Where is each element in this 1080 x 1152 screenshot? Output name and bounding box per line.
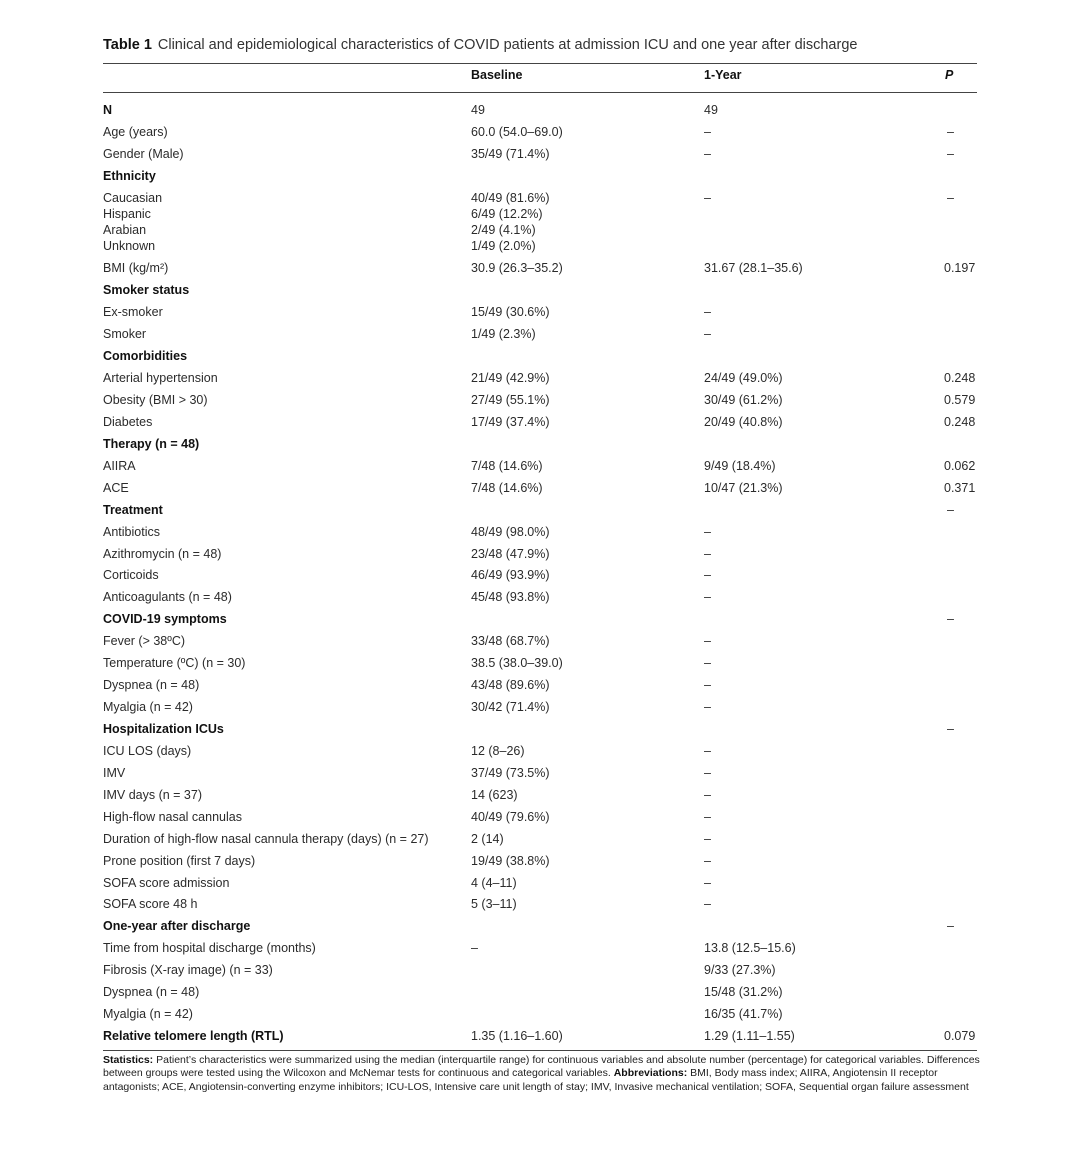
- baseline-value: 2/49 (4.1%): [471, 223, 536, 237]
- column-header-p: P: [945, 68, 954, 82]
- row-label: Corticoids: [103, 568, 159, 582]
- row-label: Ethnicity: [103, 169, 156, 183]
- row-label: Duration of high-flow nasal cannula therapy (days) (n = 27): [103, 832, 429, 846]
- one-year-value: 49: [704, 103, 718, 117]
- row-label: N: [103, 103, 113, 117]
- column-header-baseline: Baseline: [471, 68, 523, 82]
- one-year-value: –: [704, 700, 711, 714]
- baseline-value: 48/49 (98.0%): [471, 525, 550, 539]
- one-year-value: 20/49 (40.8%): [704, 415, 783, 429]
- row-label: Dyspnea (n = 48): [103, 985, 200, 999]
- one-year-value: –: [704, 191, 711, 205]
- one-year-value: –: [704, 897, 711, 911]
- one-year-value: 31.67 (28.1–35.6): [704, 261, 803, 275]
- baseline-value: 60.0 (54.0–69.0): [471, 125, 563, 139]
- baseline-value: 12 (8–26): [471, 744, 525, 758]
- row-label: Temperature (ºC) (n = 30): [103, 656, 246, 670]
- row-label: Myalgia (n = 42): [103, 1007, 193, 1021]
- baseline-value: 43/48 (89.6%): [471, 678, 550, 692]
- row-label: AIIRA: [103, 459, 136, 473]
- baseline-value: 19/49 (38.8%): [471, 854, 550, 868]
- baseline-value: 33/48 (68.7%): [471, 634, 550, 648]
- baseline-value: 37/49 (73.5%): [471, 766, 550, 780]
- baseline-value: 27/49 (55.1%): [471, 393, 550, 407]
- p-value: –: [947, 191, 954, 205]
- one-year-value: –: [704, 125, 711, 139]
- baseline-value: 2 (14): [471, 832, 504, 846]
- baseline-value: 38.5 (38.0–39.0): [471, 656, 563, 670]
- baseline-value: 4 (4–11): [471, 876, 517, 890]
- baseline-value: 6/49 (12.2%): [471, 207, 543, 221]
- row-label: Time from hospital discharge (months): [103, 941, 316, 955]
- footnote-statistics-label: Statistics:: [103, 1054, 154, 1066]
- baseline-value: –: [471, 941, 478, 955]
- row-label: Ex-smoker: [103, 305, 163, 319]
- one-year-value: 1.29 (1.11–1.55): [704, 1029, 795, 1043]
- one-year-value: –: [704, 854, 711, 868]
- row-label: Smoker status: [103, 283, 190, 297]
- one-year-value: –: [704, 590, 711, 604]
- baseline-value: 30/42 (71.4%): [471, 700, 550, 714]
- one-year-value: –: [704, 832, 711, 846]
- row-label: Comorbidities: [103, 349, 188, 363]
- row-label: Smoker: [103, 327, 147, 341]
- p-value: 0.248: [944, 371, 976, 385]
- one-year-value: 10/47 (21.3%): [704, 481, 783, 495]
- row-label: Anticoagulants (n = 48): [103, 590, 232, 604]
- p-value: –: [947, 919, 954, 933]
- row-label: SOFA score 48 h: [103, 897, 198, 911]
- one-year-value: –: [704, 744, 711, 758]
- row-label: High-flow nasal cannulas: [103, 810, 242, 824]
- one-year-value: 16/35 (41.7%): [704, 1007, 783, 1021]
- row-label: Caucasian: [103, 191, 163, 205]
- row-label: Relative telomere length (RTL): [103, 1029, 284, 1043]
- table-footnote: [103, 1054, 983, 1094]
- row-label: Hospitalization ICUs: [103, 722, 224, 736]
- table-bottom-rule: [103, 1050, 977, 1051]
- one-year-value: –: [704, 568, 711, 582]
- row-label: ICU LOS (days): [103, 744, 192, 758]
- baseline-value: 1.35 (1.16–1.60): [471, 1029, 563, 1043]
- p-value: 0.062: [944, 459, 976, 473]
- row-label: Treatment: [103, 503, 163, 517]
- footnote-statistics-text: Patient’s characteristics were summarized using the median (interquartile range) for continuous variables and absolute number (percentage) for categorical variables. Differences between groups were tested using the Wilcoxon and McNemar tests for continuous and categorical variables.: [103, 1054, 980, 1080]
- p-value: –: [947, 125, 954, 139]
- baseline-value: 46/49 (93.9%): [471, 568, 550, 582]
- baseline-value: 1/49 (2.3%): [471, 327, 536, 341]
- row-label: ACE: [103, 481, 129, 495]
- baseline-value: 30.9 (26.3–35.2): [471, 261, 563, 275]
- baseline-value: 49: [471, 103, 485, 117]
- baseline-value: 7/48 (14.6%): [471, 459, 543, 473]
- one-year-value: 13.8 (12.5–15.6): [704, 941, 796, 955]
- baseline-value: 21/49 (42.9%): [471, 371, 550, 385]
- row-label: Arterial hypertension: [103, 371, 218, 385]
- p-value: 0.079: [944, 1029, 976, 1043]
- baseline-value: 7/48 (14.6%): [471, 481, 543, 495]
- p-value: 0.248: [944, 415, 976, 429]
- baseline-value: 17/49 (37.4%): [471, 415, 550, 429]
- row-label: Dyspnea (n = 48): [103, 678, 200, 692]
- footnote-abbreviations-label: Abbreviations:: [613, 1067, 688, 1080]
- one-year-value: –: [704, 678, 711, 692]
- row-label: Antibiotics: [103, 525, 160, 539]
- one-year-value: –: [704, 766, 711, 780]
- row-label: One-year after discharge: [103, 919, 251, 933]
- baseline-value: 15/49 (30.6%): [471, 305, 550, 319]
- one-year-value: –: [704, 810, 711, 824]
- row-label: Hispanic: [103, 207, 151, 221]
- one-year-value: 9/33 (27.3%): [704, 963, 776, 977]
- row-label: Diabetes: [103, 415, 153, 429]
- one-year-value: 15/48 (31.2%): [704, 985, 783, 999]
- row-label: Age (years): [103, 125, 168, 139]
- row-label: BMI (kg/m²): [103, 261, 169, 275]
- baseline-value: 1/49 (2.0%): [471, 239, 536, 253]
- p-value: 0.579: [944, 393, 976, 407]
- row-label: Prone position (first 7 days): [103, 854, 256, 868]
- p-value: 0.371: [944, 481, 976, 495]
- table-caption-text: Clinical and epidemiological characteristics of COVID patients at admission ICU and one year after discharge: [157, 37, 858, 53]
- p-value: 0.197: [944, 261, 976, 275]
- one-year-value: –: [704, 634, 711, 648]
- one-year-value: –: [704, 327, 711, 341]
- baseline-value: 40/49 (81.6%): [471, 191, 550, 205]
- one-year-value: –: [704, 525, 711, 539]
- row-label: Unknown: [103, 239, 156, 253]
- baseline-value: 23/48 (47.9%): [471, 547, 550, 561]
- p-value: –: [947, 612, 954, 626]
- row-label: Arabian: [103, 223, 147, 237]
- table-caption-label: Table 1: [103, 37, 152, 53]
- p-value: –: [947, 147, 954, 161]
- row-label: Gender (Male): [103, 147, 184, 161]
- row-label: COVID-19 symptoms: [103, 612, 227, 626]
- row-label: IMV days (n = 37): [103, 788, 202, 802]
- one-year-value: –: [704, 547, 711, 561]
- baseline-value: 45/48 (93.8%): [471, 590, 550, 604]
- table-caption: [103, 37, 983, 53]
- table-header-rule: [103, 92, 977, 93]
- baseline-value: 40/49 (79.6%): [471, 810, 550, 824]
- row-label: IMV: [103, 766, 126, 780]
- row-label: Azithromycin (n = 48): [103, 547, 222, 561]
- baseline-value: 5 (3–11): [471, 897, 517, 911]
- row-label: SOFA score admission: [103, 876, 230, 890]
- baseline-value: 14 (623): [471, 788, 518, 802]
- p-value: –: [947, 722, 954, 736]
- one-year-value: –: [704, 788, 711, 802]
- row-label: Fibrosis (X-ray image) (n = 33): [103, 963, 273, 977]
- one-year-value: –: [704, 876, 711, 890]
- row-label: Therapy (n = 48): [103, 437, 200, 451]
- one-year-value: 9/49 (18.4%): [704, 459, 776, 473]
- row-label: Myalgia (n = 42): [103, 700, 193, 714]
- row-label: Fever (> 38ºC): [103, 634, 186, 648]
- one-year-value: –: [704, 305, 711, 319]
- table-top-rule: [103, 63, 977, 64]
- p-value: –: [947, 503, 954, 517]
- footnote-abbreviations-text: BMI, Body mass index; AIIRA, Angiotensin II receptor antagonists; ACE, Angiotensin-converting enzyme inhibitors; ICU-LOS, Intensive care unit length of stay; IMV, Invasive mechanical ventilation; SOFA, Sequential organ failure assessment: [103, 1067, 969, 1093]
- one-year-value: 30/49 (61.2%): [704, 393, 783, 407]
- column-header-1-year: 1-Year: [704, 68, 742, 82]
- one-year-value: 24/49 (49.0%): [704, 371, 783, 385]
- one-year-value: –: [704, 656, 711, 670]
- baseline-value: 35/49 (71.4%): [471, 147, 550, 161]
- one-year-value: –: [704, 147, 711, 161]
- row-label: Obesity (BMI > 30): [103, 393, 208, 407]
